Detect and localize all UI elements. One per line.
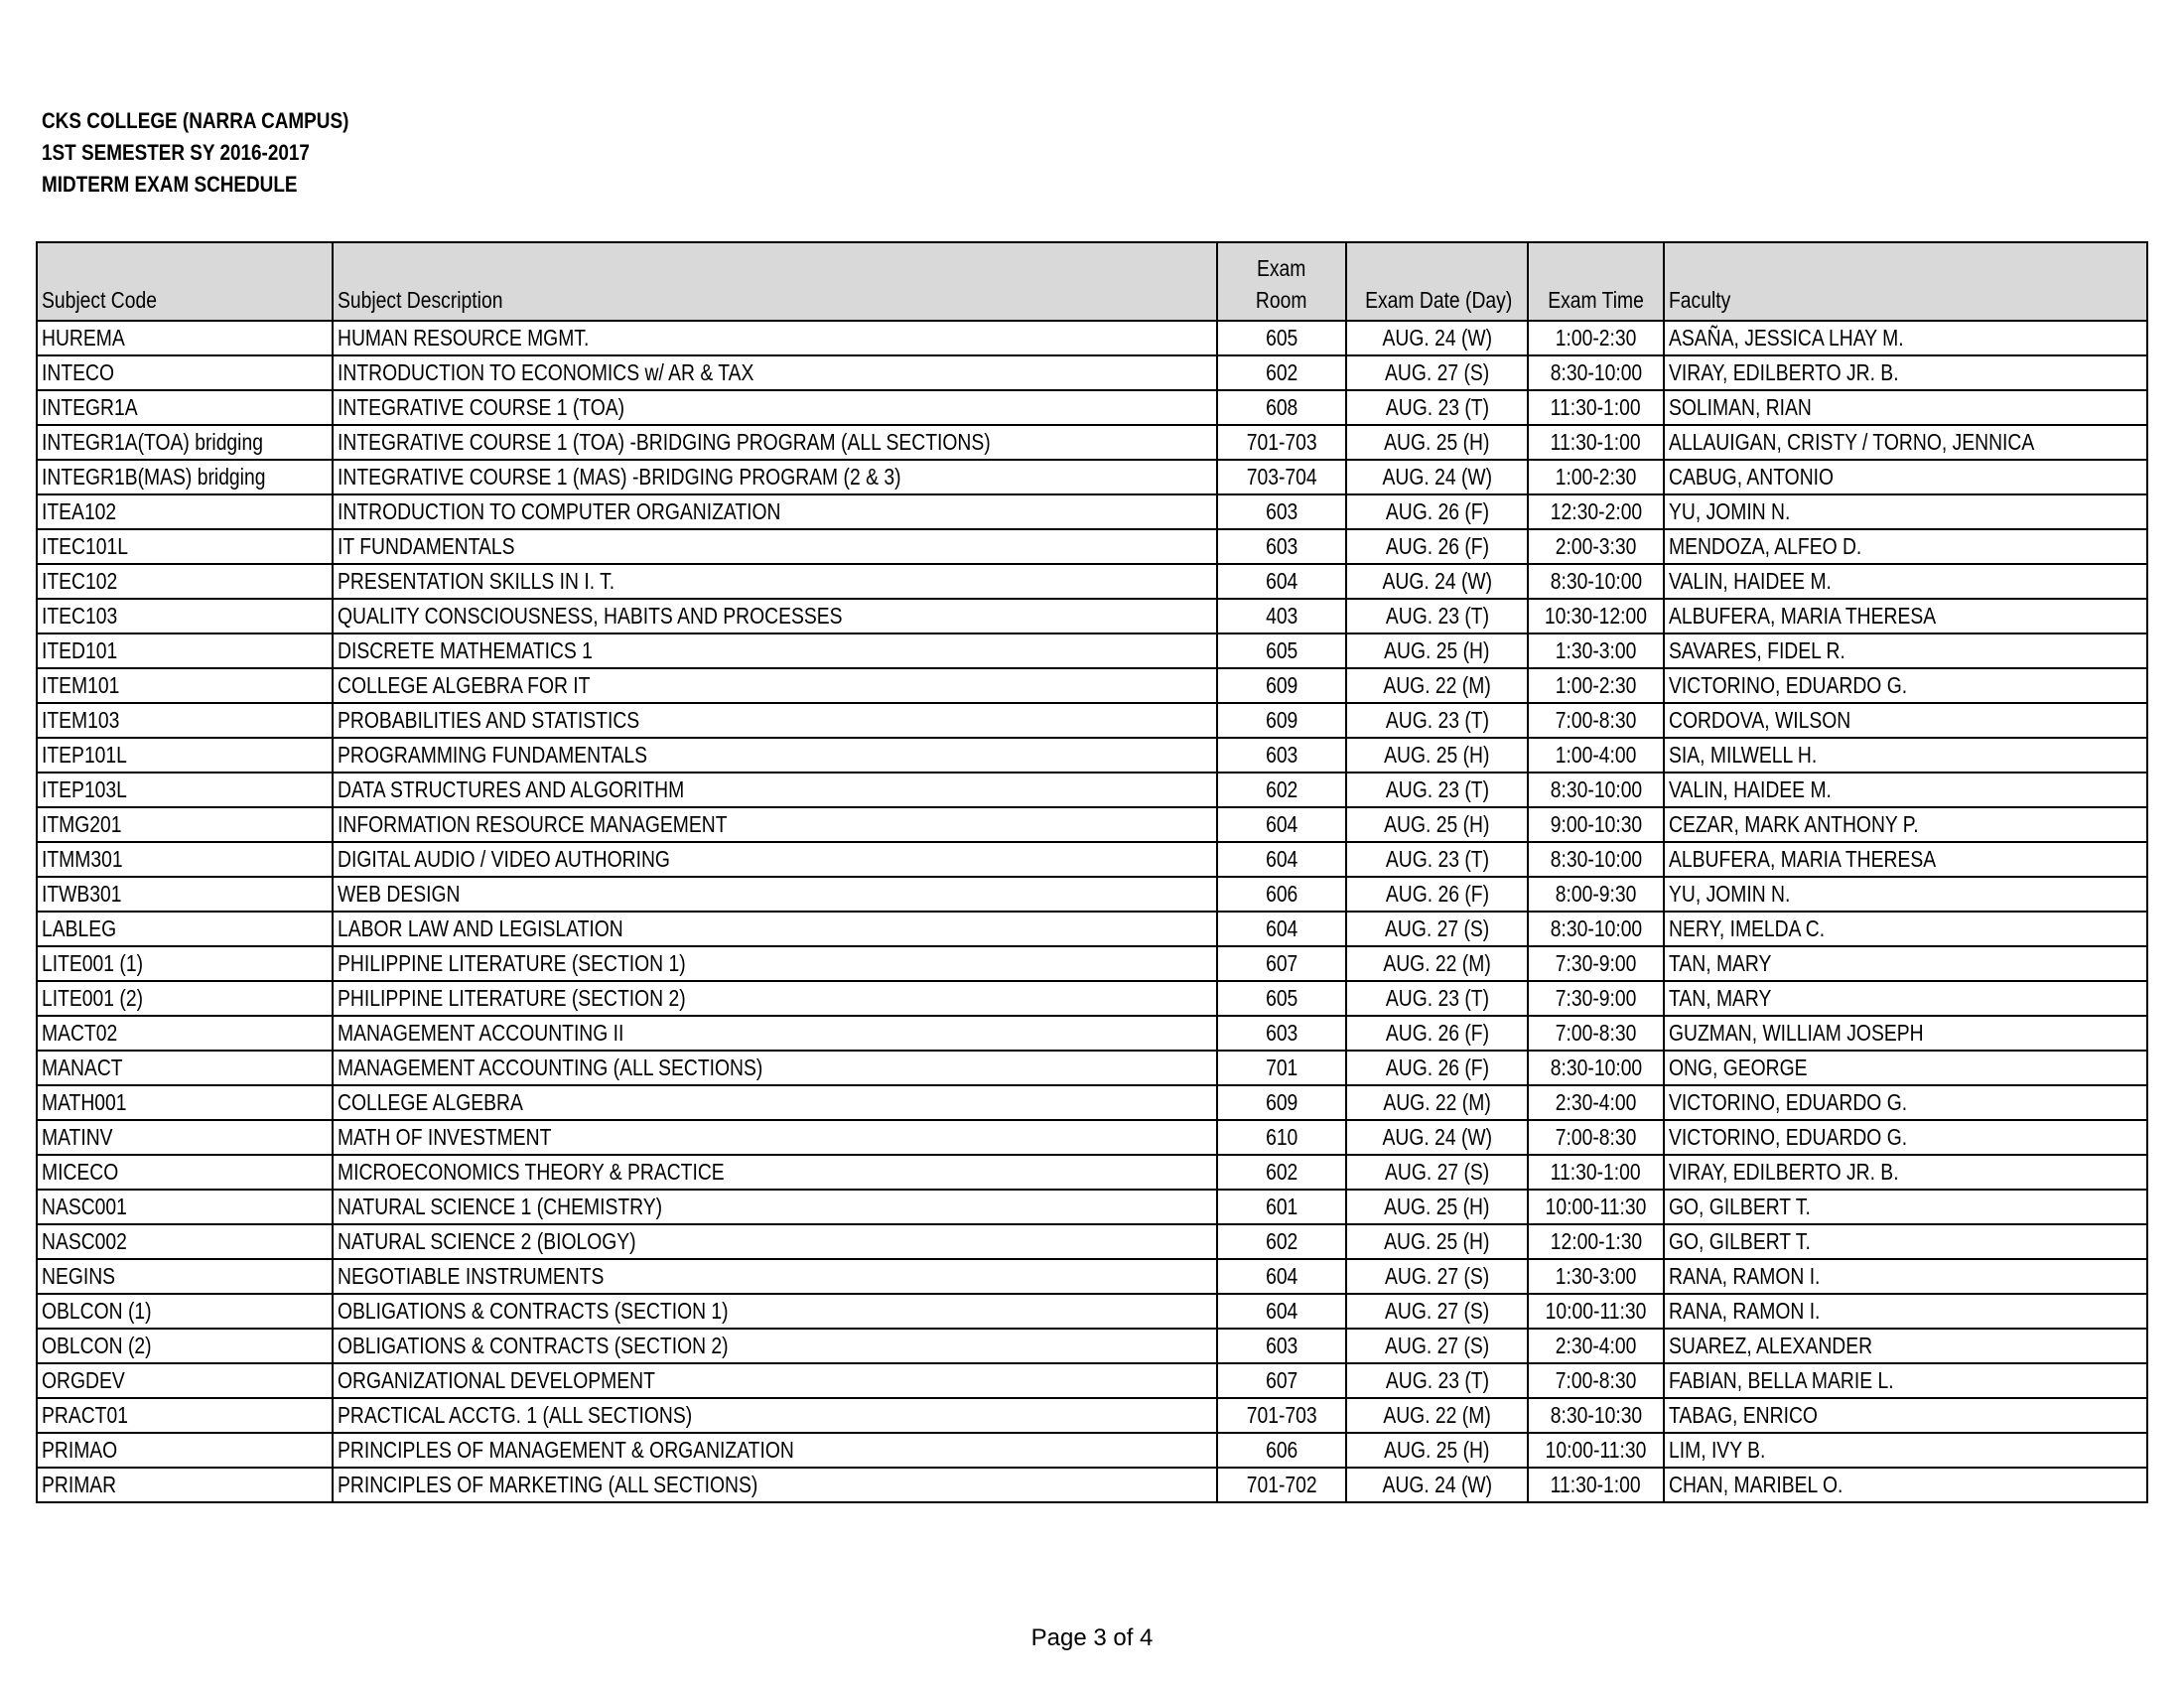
- cell-exam-time: 8:30-10:00: [1528, 773, 1664, 807]
- cell-exam-room: 609: [1217, 668, 1346, 703]
- cell-exam-date: AUG. 23 (T): [1346, 599, 1528, 633]
- table-row: [37, 460, 2147, 494]
- cell-exam-room: 601: [1217, 1190, 1346, 1224]
- cell-exam-date: AUG. 22 (M): [1346, 1085, 1528, 1120]
- cell-subject-description: PHILIPPINE LITERATURE (SECTION 2): [333, 981, 1217, 1016]
- table-row: [37, 1259, 2147, 1294]
- cell-exam-room: 603: [1217, 738, 1346, 773]
- cell-exam-time: 1:00-2:30: [1528, 460, 1664, 494]
- cell-faculty: GO, GILBERT T.: [1664, 1190, 2147, 1224]
- table-row: [37, 1085, 2147, 1120]
- cell-exam-date: AUG. 23 (T): [1346, 981, 1528, 1016]
- cell-faculty: VALIN, HAIDEE M.: [1664, 773, 2147, 807]
- cell-subject-description: PRACTICAL ACCTG. 1 (ALL SECTIONS): [333, 1398, 1217, 1433]
- cell-exam-date: AUG. 25 (H): [1346, 1224, 1528, 1259]
- cell-exam-time: 8:30-10:00: [1528, 355, 1664, 390]
- cell-subject-code: LITE001 (2): [37, 981, 333, 1016]
- cell-exam-room: 608: [1217, 390, 1346, 425]
- cell-subject-description: DATA STRUCTURES AND ALGORITHM: [333, 773, 1217, 807]
- cell-exam-date: AUG. 26 (F): [1346, 1051, 1528, 1085]
- table-row: [37, 1329, 2147, 1363]
- cell-exam-room: 603: [1217, 1016, 1346, 1051]
- cell-exam-date: AUG. 27 (S): [1346, 1155, 1528, 1190]
- cell-exam-time: 12:00-1:30: [1528, 1224, 1664, 1259]
- cell-exam-date: AUG. 27 (S): [1346, 1259, 1528, 1294]
- cell-exam-date: AUG. 23 (T): [1346, 703, 1528, 738]
- cell-subject-description: INFORMATION RESOURCE MANAGEMENT: [333, 807, 1217, 842]
- table-row: [37, 1190, 2147, 1224]
- table-row: [37, 1398, 2147, 1433]
- cell-faculty: SOLIMAN, RIAN: [1664, 390, 2147, 425]
- cell-exam-time: 7:00-8:30: [1528, 1016, 1664, 1051]
- column-header-exam-room: [1217, 242, 1346, 321]
- cell-faculty: YU, JOMIN N.: [1664, 494, 2147, 529]
- table-row: [37, 807, 2147, 842]
- cell-exam-date: AUG. 27 (S): [1346, 912, 1528, 946]
- cell-subject-description: MANAGEMENT ACCOUNTING (ALL SECTIONS): [333, 1051, 1217, 1085]
- cell-subject-code: MACT02: [37, 1016, 333, 1051]
- cell-exam-room: 604: [1217, 1294, 1346, 1329]
- cell-faculty: GO, GILBERT T.: [1664, 1224, 2147, 1259]
- table-row: [37, 912, 2147, 946]
- column-header-faculty: Faculty: [1664, 242, 2147, 321]
- cell-exam-date: AUG. 24 (W): [1346, 1120, 1528, 1155]
- cell-exam-room: 602: [1217, 773, 1346, 807]
- cell-exam-time: 9:00-10:30: [1528, 807, 1664, 842]
- cell-exam-date: AUG. 24 (W): [1346, 1468, 1528, 1502]
- cell-subject-code: NASC002: [37, 1224, 333, 1259]
- table-row: [37, 773, 2147, 807]
- table-row: [37, 633, 2147, 668]
- cell-exam-date: AUG. 27 (S): [1346, 1329, 1528, 1363]
- cell-exam-room: 604: [1217, 842, 1346, 877]
- semester-title: 1ST SEMESTER SY 2016-2017: [42, 140, 310, 165]
- schedule-title: MIDTERM EXAM SCHEDULE: [42, 172, 298, 197]
- cell-exam-time: 1:30-3:00: [1528, 1259, 1664, 1294]
- cell-exam-time: 1:00-2:30: [1528, 668, 1664, 703]
- cell-subject-code: MANACT: [37, 1051, 333, 1085]
- cell-faculty: VICTORINO, EDUARDO G.: [1664, 668, 2147, 703]
- table-row: [37, 321, 2147, 355]
- cell-subject-description: IT FUNDAMENTALS: [333, 529, 1217, 564]
- table-row: [37, 529, 2147, 564]
- exam-room-header-line2: Room: [1256, 287, 1307, 313]
- cell-subject-description: PHILIPPINE LITERATURE (SECTION 1): [333, 946, 1217, 981]
- cell-exam-room: 607: [1217, 1363, 1346, 1398]
- cell-faculty: VICTORINO, EDUARDO G.: [1664, 1120, 2147, 1155]
- cell-subject-description: ORGANIZATIONAL DEVELOPMENT: [333, 1363, 1217, 1398]
- cell-exam-time: 7:00-8:30: [1528, 1363, 1664, 1398]
- cell-subject-code: MATINV: [37, 1120, 333, 1155]
- cell-subject-description: OBLIGATIONS & CONTRACTS (SECTION 2): [333, 1329, 1217, 1363]
- cell-subject-description: OBLIGATIONS & CONTRACTS (SECTION 1): [333, 1294, 1217, 1329]
- cell-subject-code: PRACT01: [37, 1398, 333, 1433]
- cell-exam-time: 1:00-2:30: [1528, 321, 1664, 355]
- cell-exam-room: 602: [1217, 1155, 1346, 1190]
- cell-exam-time: 1:00-4:00: [1528, 738, 1664, 773]
- table-row: [37, 946, 2147, 981]
- cell-exam-time: 10:30-12:00: [1528, 599, 1664, 633]
- cell-subject-code: ITED101: [37, 633, 333, 668]
- cell-exam-time: 7:30-9:00: [1528, 946, 1664, 981]
- cell-faculty: TAN, MARY: [1664, 981, 2147, 1016]
- cell-subject-description: NATURAL SCIENCE 2 (BIOLOGY): [333, 1224, 1217, 1259]
- table-row: [37, 981, 2147, 1016]
- cell-subject-description: COLLEGE ALGEBRA: [333, 1085, 1217, 1120]
- cell-subject-description: PROBABILITIES AND STATISTICS: [333, 703, 1217, 738]
- cell-subject-code: ITEC102: [37, 564, 333, 599]
- cell-exam-room: 609: [1217, 1085, 1346, 1120]
- cell-faculty: ASAÑA, JESSICA LHAY M.: [1664, 321, 2147, 355]
- cell-faculty: RANA, RAMON I.: [1664, 1259, 2147, 1294]
- cell-faculty: VIRAY, EDILBERTO JR. B.: [1664, 1155, 2147, 1190]
- table-row: [37, 842, 2147, 877]
- cell-exam-room: 604: [1217, 564, 1346, 599]
- cell-exam-time: 11:30-1:00: [1528, 1468, 1664, 1502]
- cell-faculty: VICTORINO, EDUARDO G.: [1664, 1085, 2147, 1120]
- cell-subject-description: HUMAN RESOURCE MGMT.: [333, 321, 1217, 355]
- table-row: [37, 355, 2147, 390]
- cell-subject-description: MATH OF INVESTMENT: [333, 1120, 1217, 1155]
- cell-exam-date: AUG. 25 (H): [1346, 1433, 1528, 1468]
- cell-faculty: CORDOVA, WILSON: [1664, 703, 2147, 738]
- cell-exam-room: 605: [1217, 633, 1346, 668]
- cell-subject-description: INTEGRATIVE COURSE 1 (TOA): [333, 390, 1217, 425]
- cell-exam-date: AUG. 23 (T): [1346, 390, 1528, 425]
- cell-faculty: TABAG, ENRICO: [1664, 1398, 2147, 1433]
- cell-exam-time: 7:30-9:00: [1528, 981, 1664, 1016]
- cell-subject-code: ITWB301: [37, 877, 333, 912]
- cell-exam-date: AUG. 22 (M): [1346, 1398, 1528, 1433]
- cell-exam-room: 610: [1217, 1120, 1346, 1155]
- cell-subject-description: INTRODUCTION TO ECONOMICS w/ AR & TAX: [333, 355, 1217, 390]
- cell-exam-time: 8:00-9:30: [1528, 877, 1664, 912]
- cell-faculty: YU, JOMIN N.: [1664, 877, 2147, 912]
- table-row: [37, 1294, 2147, 1329]
- cell-exam-date: AUG. 26 (F): [1346, 1016, 1528, 1051]
- cell-exam-room: 703-704: [1217, 460, 1346, 494]
- table-row: [37, 703, 2147, 738]
- cell-exam-time: 8:30-10:00: [1528, 564, 1664, 599]
- cell-exam-room: 605: [1217, 321, 1346, 355]
- cell-exam-room: 604: [1217, 912, 1346, 946]
- cell-exam-room: 606: [1217, 877, 1346, 912]
- table-row: [37, 390, 2147, 425]
- table-row: [37, 1051, 2147, 1085]
- cell-subject-description: LABOR LAW AND LEGISLATION: [333, 912, 1217, 946]
- cell-faculty: TAN, MARY: [1664, 946, 2147, 981]
- cell-exam-date: AUG. 24 (W): [1346, 321, 1528, 355]
- cell-subject-code: OBLCON (1): [37, 1294, 333, 1329]
- cell-subject-description: WEB DESIGN: [333, 877, 1217, 912]
- exam-schedule-table: [36, 241, 2148, 1503]
- cell-faculty: NERY, IMELDA C.: [1664, 912, 2147, 946]
- column-header-exam-date: Exam Date (Day): [1346, 242, 1528, 321]
- cell-subject-code: ITEM101: [37, 668, 333, 703]
- cell-subject-code: PRIMAO: [37, 1433, 333, 1468]
- cell-subject-code: HUREMA: [37, 321, 333, 355]
- table-row: [37, 738, 2147, 773]
- table-row: [37, 1016, 2147, 1051]
- cell-subject-code: ITEM103: [37, 703, 333, 738]
- cell-faculty: MENDOZA, ALFEO D.: [1664, 529, 2147, 564]
- cell-subject-description: INTEGRATIVE COURSE 1 (MAS) -BRIDGING PROGRAM (2 & 3): [333, 460, 1217, 494]
- cell-exam-time: 8:30-10:00: [1528, 1051, 1664, 1085]
- cell-faculty: RANA, RAMON I.: [1664, 1294, 2147, 1329]
- table-row: [37, 1363, 2147, 1398]
- table-row: [37, 1120, 2147, 1155]
- cell-exam-room: 604: [1217, 1259, 1346, 1294]
- cell-subject-code: INTEGR1B(MAS) bridging: [37, 460, 333, 494]
- cell-subject-description: NATURAL SCIENCE 1 (CHEMISTRY): [333, 1190, 1217, 1224]
- cell-subject-description: MICROECONOMICS THEORY & PRACTICE: [333, 1155, 1217, 1190]
- cell-exam-room: 701-702: [1217, 1468, 1346, 1502]
- cell-subject-code: ITEA102: [37, 494, 333, 529]
- cell-faculty: CHAN, MARIBEL O.: [1664, 1468, 2147, 1502]
- cell-subject-code: ORGDEV: [37, 1363, 333, 1398]
- cell-faculty: ALBUFERA, MARIA THERESA: [1664, 599, 2147, 633]
- cell-faculty: LIM, IVY B.: [1664, 1433, 2147, 1468]
- cell-subject-description: PRINCIPLES OF MANAGEMENT & ORGANIZATION: [333, 1433, 1217, 1468]
- cell-exam-date: AUG. 24 (W): [1346, 460, 1528, 494]
- table-header-row: [37, 242, 2147, 321]
- cell-faculty: ALLAUIGAN, CRISTY / TORNO, JENNICA: [1664, 425, 2147, 460]
- cell-exam-room: 604: [1217, 807, 1346, 842]
- table-row: [37, 425, 2147, 460]
- cell-exam-date: AUG. 23 (T): [1346, 1363, 1528, 1398]
- cell-exam-date: AUG. 26 (F): [1346, 494, 1528, 529]
- cell-exam-time: 2:30-4:00: [1528, 1085, 1664, 1120]
- cell-exam-time: 11:30-1:00: [1528, 425, 1664, 460]
- cell-exam-room: 606: [1217, 1433, 1346, 1468]
- table-row: [37, 599, 2147, 633]
- cell-exam-room: 602: [1217, 1224, 1346, 1259]
- cell-exam-time: 11:30-1:00: [1528, 390, 1664, 425]
- cell-exam-room: 605: [1217, 981, 1346, 1016]
- column-header-subject-description: Subject Description: [333, 242, 1217, 321]
- cell-exam-date: AUG. 27 (S): [1346, 355, 1528, 390]
- cell-subject-code: INTECO: [37, 355, 333, 390]
- cell-subject-code: ITEP103L: [37, 773, 333, 807]
- cell-exam-time: 2:00-3:30: [1528, 529, 1664, 564]
- cell-subject-code: NEGINS: [37, 1259, 333, 1294]
- cell-subject-code: ITMM301: [37, 842, 333, 877]
- table-body: [37, 321, 2147, 1502]
- cell-exam-date: AUG. 23 (T): [1346, 773, 1528, 807]
- cell-subject-description: DISCRETE MATHEMATICS 1: [333, 633, 1217, 668]
- table-row: [37, 564, 2147, 599]
- exam-room-header-line1: Exam: [1257, 255, 1306, 281]
- cell-faculty: GUZMAN, WILLIAM JOSEPH: [1664, 1016, 2147, 1051]
- table-row: [37, 1155, 2147, 1190]
- cell-subject-code: INTEGR1A(TOA) bridging: [37, 425, 333, 460]
- cell-exam-room: 403: [1217, 599, 1346, 633]
- cell-subject-code: ITEC103: [37, 599, 333, 633]
- cell-exam-date: AUG. 26 (F): [1346, 877, 1528, 912]
- cell-faculty: CEZAR, MARK ANTHONY P.: [1664, 807, 2147, 842]
- page-number: Page 3 of 4: [1030, 1624, 1154, 1651]
- cell-subject-code: ITMG201: [37, 807, 333, 842]
- cell-subject-code: LITE001 (1): [37, 946, 333, 981]
- cell-subject-description: QUALITY CONSCIOUSNESS, HABITS AND PROCESSES: [333, 599, 1217, 633]
- cell-subject-code: MATH001: [37, 1085, 333, 1120]
- cell-faculty: VALIN, HAIDEE M.: [1664, 564, 2147, 599]
- cell-exam-date: AUG. 25 (H): [1346, 807, 1528, 842]
- cell-subject-code: LABLEG: [37, 912, 333, 946]
- cell-subject-code: OBLCON (2): [37, 1329, 333, 1363]
- cell-subject-description: PRESENTATION SKILLS IN I. T.: [333, 564, 1217, 599]
- table-row: [37, 494, 2147, 529]
- cell-exam-time: 7:00-8:30: [1528, 703, 1664, 738]
- cell-exam-time: 10:00-11:30: [1528, 1294, 1664, 1329]
- table-row: [37, 877, 2147, 912]
- cell-exam-room: 701: [1217, 1051, 1346, 1085]
- cell-faculty: CABUG, ANTONIO: [1664, 460, 2147, 494]
- cell-exam-date: AUG. 25 (H): [1346, 1190, 1528, 1224]
- cell-exam-room: 701-703: [1217, 425, 1346, 460]
- cell-exam-room: 603: [1217, 1329, 1346, 1363]
- cell-subject-description: COLLEGE ALGEBRA FOR IT: [333, 668, 1217, 703]
- cell-exam-date: AUG. 25 (H): [1346, 425, 1528, 460]
- cell-exam-date: AUG. 26 (F): [1346, 529, 1528, 564]
- cell-exam-time: 11:30-1:00: [1528, 1155, 1664, 1190]
- cell-subject-code: INTEGR1A: [37, 390, 333, 425]
- cell-exam-date: AUG. 25 (H): [1346, 738, 1528, 773]
- cell-exam-time: 8:30-10:30: [1528, 1398, 1664, 1433]
- cell-exam-time: 10:00-11:30: [1528, 1433, 1664, 1468]
- column-header-exam-time: Exam Time: [1528, 242, 1664, 321]
- cell-subject-description: NEGOTIABLE INSTRUMENTS: [333, 1259, 1217, 1294]
- cell-faculty: FABIAN, BELLA MARIE L.: [1664, 1363, 2147, 1398]
- cell-exam-time: 2:30-4:00: [1528, 1329, 1664, 1363]
- institution-title: CKS COLLEGE (NARRA CAMPUS): [42, 108, 349, 133]
- table-row: [37, 1433, 2147, 1468]
- cell-exam-time: 8:30-10:00: [1528, 842, 1664, 877]
- cell-exam-date: AUG. 22 (M): [1346, 946, 1528, 981]
- cell-exam-date: AUG. 27 (S): [1346, 1294, 1528, 1329]
- cell-exam-time: 1:30-3:00: [1528, 633, 1664, 668]
- cell-exam-time: 7:00-8:30: [1528, 1120, 1664, 1155]
- cell-exam-room: 603: [1217, 494, 1346, 529]
- cell-subject-code: MICECO: [37, 1155, 333, 1190]
- column-header-subject-code: Subject Code: [37, 242, 333, 321]
- cell-exam-date: AUG. 23 (T): [1346, 842, 1528, 877]
- cell-exam-room: 701-703: [1217, 1398, 1346, 1433]
- cell-subject-description: INTRODUCTION TO COMPUTER ORGANIZATION: [333, 494, 1217, 529]
- cell-exam-room: 607: [1217, 946, 1346, 981]
- cell-exam-date: AUG. 24 (W): [1346, 564, 1528, 599]
- document-header: [42, 105, 348, 201]
- cell-subject-description: PROGRAMMING FUNDAMENTALS: [333, 738, 1217, 773]
- cell-exam-time: 12:30-2:00: [1528, 494, 1664, 529]
- cell-exam-room: 603: [1217, 529, 1346, 564]
- cell-exam-date: AUG. 25 (H): [1346, 633, 1528, 668]
- cell-faculty: VIRAY, EDILBERTO JR. B.: [1664, 355, 2147, 390]
- cell-faculty: SAVARES, FIDEL R.: [1664, 633, 2147, 668]
- cell-subject-description: MANAGEMENT ACCOUNTING II: [333, 1016, 1217, 1051]
- cell-faculty: ONG, GEORGE: [1664, 1051, 2147, 1085]
- cell-subject-description: PRINCIPLES OF MARKETING (ALL SECTIONS): [333, 1468, 1217, 1502]
- cell-exam-date: AUG. 22 (M): [1346, 668, 1528, 703]
- cell-subject-description: INTEGRATIVE COURSE 1 (TOA) -BRIDGING PROGRAM (ALL SECTIONS): [333, 425, 1217, 460]
- cell-subject-code: NASC001: [37, 1190, 333, 1224]
- cell-subject-code: ITEP101L: [37, 738, 333, 773]
- cell-faculty: ALBUFERA, MARIA THERESA: [1664, 842, 2147, 877]
- cell-faculty: SUAREZ, ALEXANDER: [1664, 1329, 2147, 1363]
- cell-subject-code: ITEC101L: [37, 529, 333, 564]
- cell-subject-description: DIGITAL AUDIO / VIDEO AUTHORING: [333, 842, 1217, 877]
- cell-exam-time: 8:30-10:00: [1528, 912, 1664, 946]
- cell-faculty: SIA, MILWELL H.: [1664, 738, 2147, 773]
- table-row: [37, 1468, 2147, 1502]
- cell-subject-code: PRIMAR: [37, 1468, 333, 1502]
- cell-exam-room: 602: [1217, 355, 1346, 390]
- cell-exam-time: 10:00-11:30: [1528, 1190, 1664, 1224]
- table-row: [37, 1224, 2147, 1259]
- table-row: [37, 668, 2147, 703]
- cell-exam-room: 609: [1217, 703, 1346, 738]
